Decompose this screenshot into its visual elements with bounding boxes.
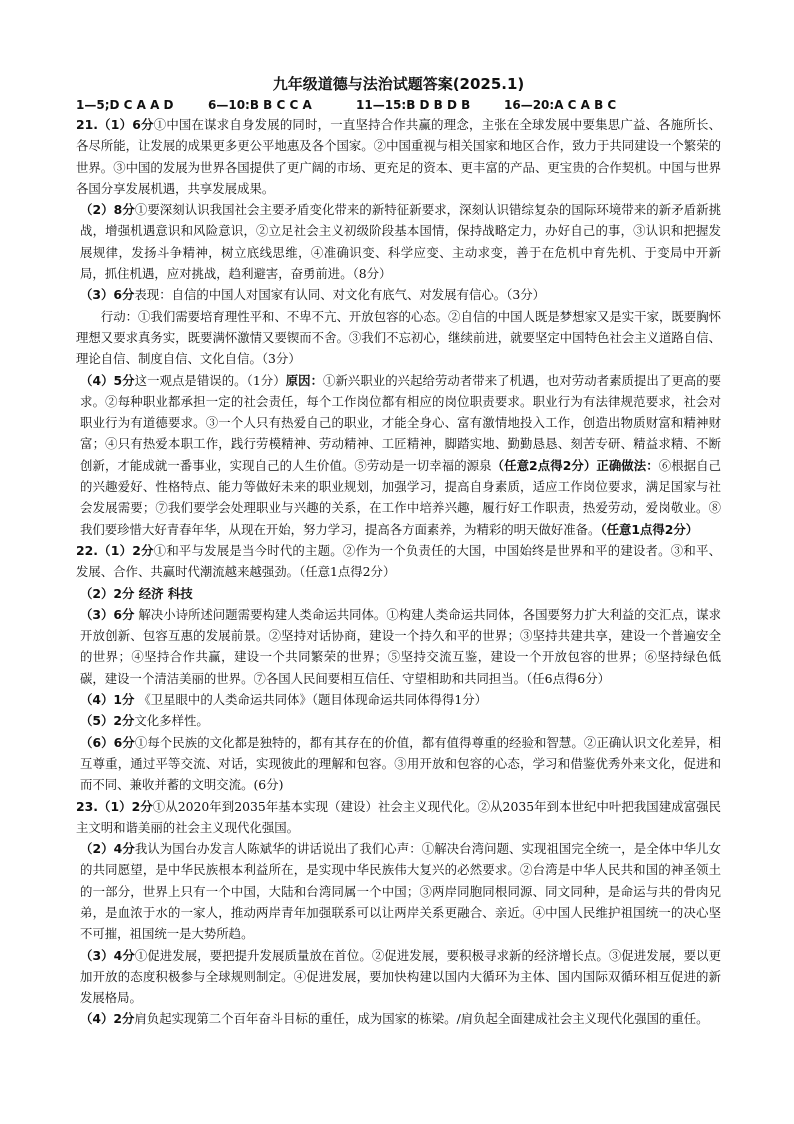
- q21-part2: [76, 199, 721, 284]
- q22-part3-body: 解决小诗所述问题需要构建人类命运共同体。①构建人类命运共同体，各国要努力扩大利益的交汇点，谋求开放创新、包容互惠的发展前景。②坚持对话协商，建设一个持久和平的世界；③坚持共建共享，建设一个普遍安全的世界；④坚持合作共赢，建设一个共同繁荣的世界；⑤坚持交流互鉴，建设一个开放包容的世界；⑥坚持绿色低碳，建设一个清洁美丽的世界。⑦各国人民间要相互信任、守望相助和共同担当。（任6点得6分）: [80, 606, 721, 686]
- q22-part1-body: ①和平与发展是当今时代的主题。②作为一个负责任的大国，中国始终是世界和平的建设者。③和平、发展、合作、共赢时代潮流越来越强劲。（任意1点得2分）: [76, 542, 722, 580]
- q22-part2: [76, 583, 721, 604]
- q22-part1-head: 22.（1）2分: [76, 542, 154, 558]
- q21-part2-head: （2）8分: [80, 202, 135, 218]
- q22-part4-head: （4）1分: [80, 692, 135, 708]
- q21-part4-actions: ⑥根据自己的兴趣爱好、性格特点、能力等做好未来的职业规划，加强学习，提高自身素质，适应工作岗位要求，满足国家与社会发展需要；⑦我们要学会处理职业与兴趣的关系，在工作中培养兴趣，履行好工作职责，热爱劳动，爱岗敬业。⑧我们要珍惜大好青春年华，从现在开始，努力学习，提高各方面素养，为精彩的明天做好准备。: [80, 457, 722, 537]
- q23-part1-body: ①从2020年到2035年基本实现（建设）社会主义现代化。②从2035年到本世纪中叶把我国建成富强民主文明和谐美丽的社会主义现代化强国。: [76, 798, 721, 835]
- q22-part5: [76, 710, 721, 731]
- q22-part4-body: 《卫星眼中的人类命运共同体》（题目体现命运共同体得得1分）: [138, 692, 487, 708]
- q21-part4: [76, 370, 721, 540]
- multiple-choice-answers: [76, 96, 721, 114]
- q23-part1: [76, 796, 721, 839]
- q21-part3-action: 行动：①我们需要培育理性平和、不卑不亢、开放包容的心态。②自信的中国人既是梦想家又是实干家，既要胸怀理想又要求真务实，既要满怀激情又要锲而不舍。③我们不忘初心，继续前进，就要坚定中国特色社会主义道路自信、理论自信、制度自信、文化自信。（3分）: [76, 308, 721, 367]
- q23-part2-body: 我认为国台办发言人陈斌华的讲话说出了我们心声：①解决台湾问题、实现祖国完全统一，是全体中华儿女的共同愿望，是中华民族根本利益所在，是实现中华民族伟大复兴的必然要求。②台湾是中华人民共和国的神圣领土的一部分，世界上只有一个中国，大陆和台湾同属一个中国；③两岸同胞同根同源、同文同种，是命运与共的骨肉兄弟，是血浓于水的一家人，推动两岸青年加强联系可以让两岸关系更融合、亲近。④中国人民维护祖国统一的决心坚不可摧，祖国统一是大势所趋。: [80, 841, 722, 942]
- q21-part3-head: （3）6分: [80, 287, 135, 303]
- q22-part2-text: （2）2分 经济 科技: [80, 585, 193, 601]
- q21-part2-body: ①要深刻认识我国社会主要矛盾变化带来的新特征新要求，深刻认识错综复杂的国际环境带来的新矛盾新挑战，增强机遇意识和风险意识，②立足社会主义初级阶段基本国情，保持战略定力，办好自己的事，③认识和把握发展规律，发扬斗争精神，树立底线思维，④准确识变、科学应变、主动求变，善于在危机中育先机、于变局中开新局，抓住机遇，应对挑战，趋利避害，奋勇前进。（8分）: [80, 202, 722, 282]
- q23-part2: [76, 838, 721, 944]
- mc-group-1: 1—5;D C A A D: [76, 98, 174, 112]
- q22-part3: [76, 604, 721, 689]
- mc-group-2: 6—10:B B C C A: [208, 98, 312, 112]
- q23-part4-body: 肩负起实现第二个百年奋斗目标的重任，成为国家的栋梁。/肩负起全面建成社会主义现代化强国的重任。: [134, 1011, 709, 1027]
- answer-sheet: [76, 74, 721, 1030]
- q21-part4-scoring-note: （任意2点得2分）正确做法：: [491, 457, 659, 473]
- q21-part1: [76, 114, 721, 199]
- q23-part4: [76, 1008, 721, 1029]
- q21-part4-verdict: 这一观点是错误的。（1分）: [134, 372, 286, 388]
- q21-part3: [76, 284, 721, 305]
- q22-part4: [76, 689, 721, 710]
- q23-part3-body: ①促进发展，要把提升发展质量放在首位。②促进发展，要积极寻求新的经济增长点。③促进发展，要以更加开放的态度积极参与全球规则制定。④促进发展，要加快构建以国内大循环为主体、国内国际双循环相互促进的新发展格局。: [80, 947, 722, 1006]
- q22-part5-body: 文化多样性。: [134, 713, 209, 729]
- q22-part6-head: （6）6分: [80, 734, 135, 750]
- page-title: 九年级道德与法治试题答案(2025.1): [272, 75, 525, 93]
- q22-part6: [76, 732, 721, 796]
- q23-part1-head: 23.（1）2分: [76, 798, 153, 814]
- q21-part1-body: ①中国在谋求自身发展的同时，一直坚持合作共赢的理念，主张在全球发展中要集思广益、各施所长、各尽所能，让发展的成果更多更公平地惠及各个国家。②中国重视与相关国家和地区合作，致力于共同建设一个繁荣的世界。③中国的发展为世界各国提供了更广阔的市场、更充足的资本、更丰富的产品、更宝贵的合作契机。中国与世界各国分享发展机遇，共享发展成果。: [76, 117, 722, 196]
- mc-group-3: 11—15:B D B D B: [356, 98, 471, 112]
- q22-part6-body: ①每个民族的文化都是独特的，都有其存在的价值，都有值得尊重的经验和智慧。②正确认识文化差异，相互尊重，通过平等交流、对话，实现彼此的理解和包容。③用开放和包容的心态，学习和借鉴优秀外来文化，促进和而不同、兼收并蓄的文明交流。(6分): [80, 734, 722, 793]
- q23-part4-head: （4）2分: [80, 1011, 135, 1027]
- q21-part3-body: 表现：自信的中国人对国家有认同、对文化有底气、对发展有信心。（3分）: [134, 287, 545, 303]
- q21-part4-reasons: ①新兴职业的兴起给劳动者带来了机遇，也对劳动者素质提出了更高的要求。②每种职业都承担一定的社会责任，每个工作岗位都有相应的岗位职责要求。职业行为有法律规范要求，社会对职业行为有道德要求。③一个人只有热爱自己的职业，才能全身心、富有激情地投入工作，创造出物质财富和精神财富；④只有热爱本职工作，践行劳模精神、劳动精神、工匠精神，脚踏实地、勤勤恳恳、刻苦专研、精益求精、不断创新，才能成就一番事业，实现自己的人生价值。⑤劳动是一切幸福的源泉: [80, 372, 722, 473]
- mc-group-4: 16—20:A C A B C: [504, 98, 617, 112]
- q23-part2-head: （2）4分: [80, 841, 135, 857]
- q22-part5-head: （5）2分: [80, 713, 135, 729]
- q23-part3: [76, 945, 721, 1009]
- q23-part3-head: （3）4分: [80, 947, 135, 963]
- q21-part1-head: 21.（1）6分: [76, 117, 154, 132]
- q21-part4-scoring-note-2: （任意1点得2分）: [600, 521, 699, 537]
- q21-part4-reason-label: 原因：: [285, 372, 324, 388]
- q22-part1: [76, 540, 721, 583]
- q22-part3-head: （3）6分: [80, 606, 135, 622]
- q21-part4-head: （4）5分: [80, 372, 135, 388]
